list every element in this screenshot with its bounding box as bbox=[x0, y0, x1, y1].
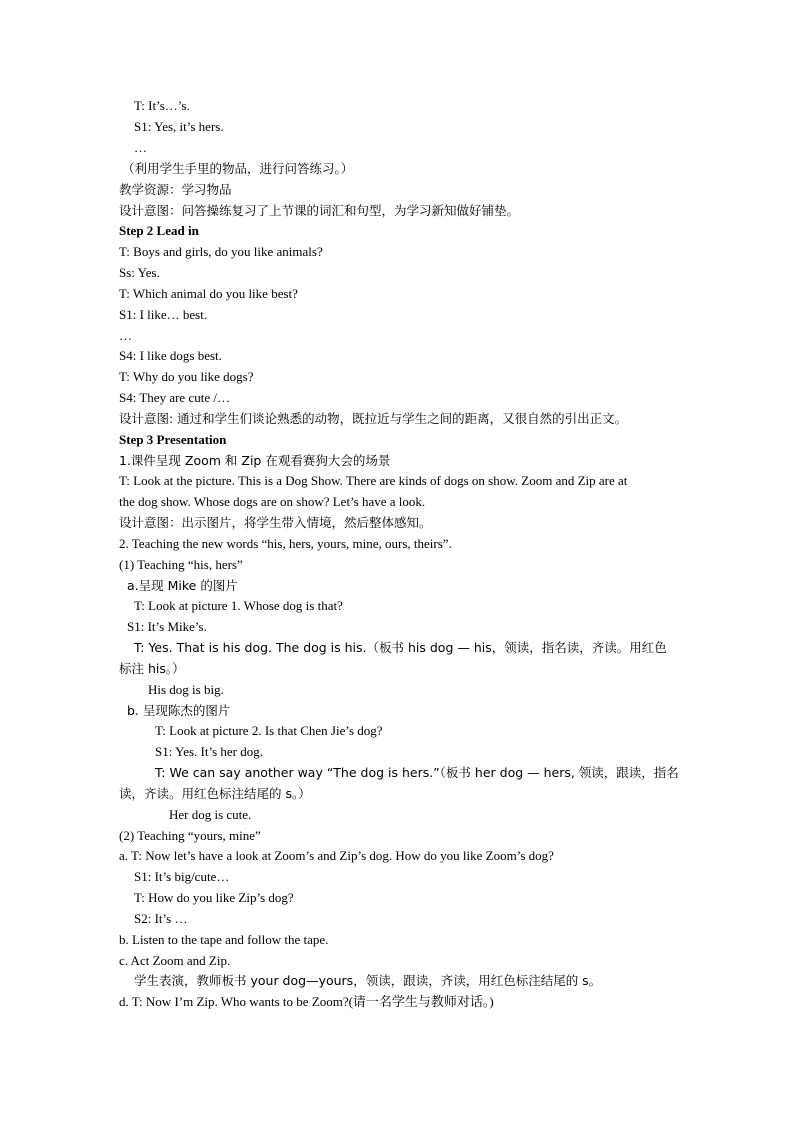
text-line: S1: Yes. It’s her dog. bbox=[155, 744, 263, 759]
text-line: (2) Teaching “yours, mine” bbox=[119, 828, 261, 843]
text-line: 标注 his。） bbox=[119, 661, 185, 676]
text-line: T: Yes. That is his dog. The dog is his.（板书 his dog — his，领读，指名读，齐读。用红色 bbox=[134, 640, 667, 655]
text-line: … bbox=[119, 328, 132, 343]
section-heading: Step 3 Presentation bbox=[119, 432, 227, 447]
text-line: b. 呈现陈杰的图片 bbox=[127, 703, 231, 718]
text-line: （利用学生手里的物品，进行问答练习。） bbox=[122, 161, 354, 176]
text-line: 1.课件呈现 Zoom 和 Zip 在观看赛狗大会的场景 bbox=[119, 453, 391, 468]
text-line: T: It’s…’s. bbox=[134, 98, 190, 113]
text-line: Her dog is cute. bbox=[169, 807, 252, 822]
text-line: the dog show. Whose dogs are on show? Let’s have a look. bbox=[119, 494, 426, 509]
text-line: T: How do you like Zip’s dog? bbox=[134, 890, 294, 905]
text-line: T: Boys and girls, do you like animals? bbox=[119, 244, 323, 259]
text-line: T: Look at picture 2. Is that Chen Jie’s dog? bbox=[155, 723, 383, 738]
text-line: T: Which animal do you like best? bbox=[119, 286, 298, 301]
text-line: T: Look at picture 1. Whose dog is that? bbox=[134, 598, 343, 613]
text-line: a.呈现 Mike 的图片 bbox=[127, 578, 238, 593]
text-line: S4: I like dogs best. bbox=[119, 348, 222, 363]
text-line: 设计意图：出示图片，将学生带入情境，然后整体感知。 bbox=[119, 515, 432, 530]
text-line: Ss: Yes. bbox=[119, 265, 160, 280]
text-line: T: Look at the picture. This is a Dog Show. There are kinds of dogs on show. Zoom and Zip are at bbox=[119, 473, 628, 488]
text-line: 读，齐读。用红色标注结尾的 s。） bbox=[119, 786, 311, 801]
text-line: … bbox=[134, 140, 147, 155]
text-line: c. Act Zoom and Zip. bbox=[119, 953, 231, 968]
text-line: 设计意图: 通过和学生们谈论熟悉的动物，既拉近与学生之间的距离，又很自然的引出正文。 bbox=[119, 411, 628, 426]
text-line: S1: It’s Mike’s. bbox=[127, 619, 207, 634]
text-line: b. Listen to the tape and follow the tape. bbox=[119, 932, 329, 947]
text-line: His dog is big. bbox=[148, 682, 224, 697]
text-line: d. T: Now I’m Zip. Who wants to be Zoom?(请一名学生与教师对话。) bbox=[119, 994, 494, 1009]
text-line: S1: It’s big/cute… bbox=[134, 869, 230, 884]
text-line: S2: It’s … bbox=[134, 911, 188, 926]
text-line: 学生表演，教师板书 your dog—yours，领读，跟读，齐读，用红色标注结尾的 s。 bbox=[134, 973, 602, 988]
text-line: a. T: Now let’s have a look at Zoom’s and Zip’s dog. How do you like Zoom’s dog? bbox=[119, 848, 554, 863]
text-line: 教学资源：学习物品 bbox=[119, 182, 232, 197]
text-line: T: We can say another way “The dog is hers.”（板书 her dog — hers, 领读，跟读，指名 bbox=[155, 765, 679, 780]
text-line: 设计意图：问答操练复习了上节课的词汇和句型，为学习新知做好铺垫。 bbox=[119, 203, 520, 218]
text-line: T: Why do you like dogs? bbox=[119, 369, 254, 384]
text-line: S1: I like… best. bbox=[119, 307, 208, 322]
text-line: S1: Yes, it’s hers. bbox=[134, 119, 224, 134]
text-line: (1) Teaching “his, hers” bbox=[119, 557, 243, 572]
section-heading: Step 2 Lead in bbox=[119, 223, 199, 238]
text-line: S4: They are cute /… bbox=[119, 390, 230, 405]
text-line: 2. Teaching the new words “his, hers, yours, mine, ours, theirs”. bbox=[119, 536, 452, 551]
